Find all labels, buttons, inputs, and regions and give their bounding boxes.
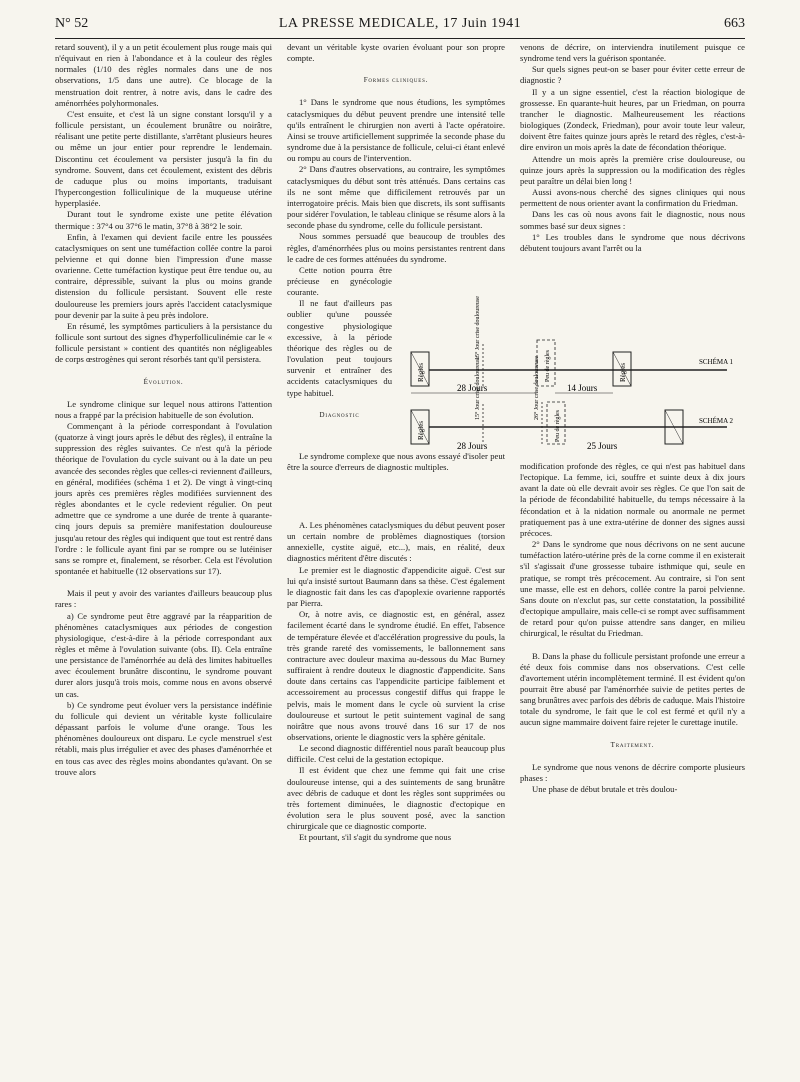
regles-label: Règles: [619, 362, 627, 382]
paragraph: devant un véritable kyste ovarien évoluant pour son propre compte.: [287, 42, 505, 64]
narrow-text-block: [287, 265, 392, 432]
regles-label: Règles: [417, 362, 425, 382]
schema-2-label: SCHÉMA 2: [699, 417, 734, 425]
column-2-diagnostic-intro: [287, 451, 505, 473]
paragraph: A. Les phénomènes cataclysmiques du début peuvent poser un certain nombre de problèmes diagnostiques (torsion annexielle, cystite aiguë, etc...), mais, en réalité, deux diagnostics méritent d'être discutés :: [287, 520, 505, 564]
paragraph: a) Ce syndrome peut être aggravé par la réapparition de phénomènes cataclysmiques aux périodes de congestion physiologique, c'est-à-dire à la période correspondant aux règles et même à l'ovulation suivante (obs. II). Cela entraîne une persistance de l'aménorrhée au delà des limites habituelles avec écoulement brunâtre discontinu, le syndrome pouvant durer alors jusqu'à trois mois, comme nous en avons observé un cas.: [55, 610, 272, 699]
paragraph: Enfin, à l'examen qui devient facile entre les poussées cataclysmiques on sent une tuméfaction collée contre la paroi pelvienne et qui donne bien l'impression d'une masse ovarienne. Cette tuméfaction kystique peut être tendue ou, au contraire, dépressible, suivant la plus ou moins grande distension du follicule persistant. Souvent elle reste douloureuse les premiers jours après l'accident cataclysmique pour devenir par la suite à peu près indolore.: [55, 231, 272, 320]
cycle-schema-figure: [397, 296, 757, 451]
paragraph: Attendre un mois après la première crise douloureuse, ou quinze jours après la suppression ou la modification des règles peut paraître un délai bien long !: [520, 153, 745, 186]
section-heading-formes-cliniques: Formes cliniques.: [363, 76, 429, 85]
paragraph: 2° Dans d'autres observations, au contraire, les symptômes cataclysmiques du début sont très atténués. Dans certains cas ils ne sont même que difficilement retrouvés par un interrogatoire précis. Mais bien que discrets, ils sont suffisants pour sidérer l'ovulation, le tableau clinique se résume alors à la seconde phase du syndrome, celle du follicule persistant.: [287, 164, 505, 231]
peu-de-regles-label: Peu de règles: [545, 350, 551, 382]
paragraph: modification profonde des règles, ce qui n'est pas habituel dans l'ectopique. La femme, ici, souffre et suinte deux à dix jours avant la date où elle devrait avoir ses règles. Ce que l'on sait de la période de fécondabilité habituelle, du temps nécessaire à la fécondation et à la nidation normale ou anormale ne permet pratiquement pas à une extra-utérine de donner des signes aussi précoces.: [520, 461, 745, 538]
paragraph: Le second diagnostic différentiel nous paraît beaucoup plus difficile. C'est celui de la gestation ectopique.: [287, 743, 505, 765]
paragraph: 1° Les troubles dans le syndrome que nous décrivons débutent toujours avant l'arrêt ou la: [520, 231, 745, 253]
paragraph: Et pourtant, s'il s'agit du syndrome que nous: [299, 832, 452, 843]
cycle-schema-svg: [397, 296, 757, 451]
column-3-lower: [520, 461, 745, 795]
column-2-lower: [287, 520, 505, 844]
paragraph: Aussi avons-nous cherché des signes cliniques qui nous permettent de nous orienter avant la confirmation du Friedman.: [520, 187, 745, 209]
issue-number: N° 52: [55, 16, 89, 31]
paragraph: 1° Dans le syndrome que nous étudions, les symptômes cataclysmiques du début peuvent prendre une intensité telle qu'ils entraînent le chirurgien non averti à l'acte opératoire. Ainsi se trouve artificiellement supprimée la seconde phase du syndrome due à la persistance de follicule, celui-ci étant enlevé ou rompu au cours de l'intervention.: [287, 97, 505, 164]
paragraph: Il y a un signe essentiel, c'est la réaction biologique de grossesse. En quarante-huit heures, par un Friedman, on pourra trancher le diagnostic. Malheureusement les réactions biologiques (Zondeck, Friedman), pour avoir toute leur valeur, doivent être faites quinze jours après le retard des règles, c'est-à-dire environ un mois après la date de fécondation théorique.: [520, 86, 745, 153]
paragraph: En résumé, les symptômes particuliers à la persistance du follicule sont surtout des signes d'hyperfolliculinémie car le « follicule persistant » contient des quantités non négligeables de corps œstrogènes qui seront résorbés tant qu'il persistera.: [55, 320, 272, 365]
paragraph: Nous sommes persuadé que beaucoup de troubles des règles, d'aménorrhées plus ou moins persistantes rentrent dans le cadre de ces formes atténuées du syndrome.: [287, 231, 505, 264]
paragraph: Le syndrome clinique sur lequel nous attirons l'attention nous a frappé par la précision habituelle de son évolution.: [55, 398, 272, 420]
page-number: 663: [724, 16, 745, 31]
paragraph: Or, à notre avis, ce diagnostic est, en général, assez facilement écarté dans le syndrome étudié. En effet, l'absence de température élevée et d'accélération progressive du pouls, la très grande rareté des vomissements, le ballonnement sans contracture avec douleur maxima au-dessous du Mac Burney suffiraient à rendre douteux le diagnostic d'appendicite. Sans doute dans certains cas l'appendicite participe faiblement et accessoirement au processus congestif diffus qui frappe le pelvis, mais le moment dans le cycle où survient la crise douloureuse et surtout le petit suintement vaginal de sang noirâtre que nous avons trouvé dans 16 sur 17 de nos observations, oriente le diagnostic vers la sphère génitale.: [287, 609, 505, 742]
paragraph: retard souvent), il y a un petit écoulement plus rouge mais qui n'équivaut en rien à l'abondance et à la couleur des règles normales (1/10 des règles normales dans une de nos observations, 1/5 dans une autre). Ce blocage de la menstruation doit rentrer, à notre avis, dans le cadre des aménorrhées polyhormonales.: [55, 42, 272, 108]
column-1: [55, 42, 272, 778]
paragraph: B. Dans la phase du follicule persistant profonde une erreur a été deux fois commise dans nos observations. C'est celle d'avortement utérin incomplètement terminé. Il est évident qu'on pourrait être abusé par l'aménorrhée suivie de petites pertes de sang brunâtres avec parfois des débris de caduque. Mais l'histoire totale du syndrome, le fait que le col est fermé et qu'il n'y a aucun signe mammaire doivent faire rejeter le curettage inutile.: [520, 650, 745, 728]
paragraph: Dans les cas où nous avons fait le diagnostic, nous nous sommes basé sur deux signes :: [520, 209, 745, 231]
page-header: [55, 14, 745, 36]
column-3: [520, 42, 745, 254]
section-heading-evolution: Évolution.: [143, 377, 184, 386]
crise-label-1: 15° Jour crise douloureuse: [475, 296, 481, 360]
duration-label: 28 Jours: [457, 383, 488, 393]
paragraph: b) Ce syndrome peut évoluer vers la persistance indéfinie du follicule qui devient un véritable kyste folliculaire dépassant parfois le volume d'une orange. Tous les phénomènes douloureux ont disparu. Le cycle menstruel s'est rétabli, mais plus irrégulier et avec des phases d'aménorrhée et en tous cas avec des règles moins abondantes qu'avant. On se trouve alors: [55, 699, 272, 777]
schema-1-label: SCHÉMA 1: [699, 358, 734, 366]
paragraph: Le syndrome complexe que nous avons essayé d'isoler peut être la source d'erreurs de diagnostic multiples.: [287, 451, 505, 473]
section-heading-diagnostic: Diagnostic: [319, 410, 360, 419]
paragraph: Commençant à la période correspondant à l'ovulation (quatorze à vingt jours après le début des règles), il entraîne la suppression des règles suivantes. Ce n'est qu'à la période théorique de l'ovulation du cycle suivant ou à la date un peu avancée des secondes règles que celles-ci reviennent d'ailleurs, en général, modifiées (schéma 1 et 2). De vingt à vingt-cinq jours après ces premières règles modifiées surviennent des règles abondantes et le cycle redevient régulier. On peut admettre que ce syndrome a une durée de trente à quarante-cinq jours depuis sa première manifestation douloureuse jusqu'au retour des règles qui indiquent que tout est rentré dans l'ordre : le follicule ayant fini par se rompre ou se lutéiniser sans se rompre et, finalement, se résorber. Cela est l'évolution spontanée et habituelle (12 observations sur 17).: [55, 421, 272, 577]
crise-label-2: 15° Jour crise douloureuse: [475, 356, 481, 420]
paragraph: Mais il peut y avoir des variantes d'ailleurs beaucoup plus rares :: [55, 588, 272, 610]
duration-label: 14 Jours: [567, 383, 598, 393]
paragraph: Durant tout le syndrome existe une petite élévation thermique : 37°4 ou 37°6 le matin, 37°8 à 38°2 le soir.: [55, 209, 272, 231]
paragraph: C'est ensuite, et c'est là un signe constant lorsqu'il y a follicule persistant, un écoulement brunâtre ou noirâtre, réalisant une petite perte distillante, s'arrêtant plusieurs heures ou même un jour entier pour reprendre le lendemain. Discontinu cet écoulement va persister jusqu'à la fin du syndrome. Souvent, dans cet écoulement, existent des débris de caduque plus ou moins importants, traduisant l'hypercongestion folliculinique de la muqueuse utérine hyperplasiée.: [55, 108, 272, 209]
paragraph: Une phase de début brutale et très doulou-: [532, 784, 678, 795]
paragraph: Le syndrome que nous venons de décrire comporte plusieurs phases :: [520, 761, 745, 783]
paragraph: Il ne faut d'ailleurs pas oublier qu'une poussée congestive physiologique excessive, à la période théorique des règles ou de l'ovulation peut toujours survenir et entraîner des accidents cataclysmiques du type habituel.: [287, 298, 392, 398]
paragraph: Sur quels signes peut-on se baser pour éviter cette erreur de diagnostic ?: [520, 64, 745, 86]
header-rule: [55, 38, 745, 39]
duration-label: 25 Jours: [587, 441, 618, 451]
section-heading-traitement: Traitement.: [610, 740, 655, 749]
paragraph: 2° Dans le syndrome que nous décrivons on ne sent aucune tuméfaction latéro-utérine près de la corne comme il en existerait s'il s'agissait d'une grossesse tubaire isthmique qui, seule en pratique, se rompt très précocement. Au contraire, si l'on sent une masse, elle est en dehors, collée contre la paroi pelvienne. Sans doute on n'exclut pas, sur cette constatation, la possibilité d'ectopique ampullaire, mais celle-ci se rompt avec suffisamment de retard pour qu'on puisse attendre sans danger, en milieu chirurgical, le résultat du Friedman.: [520, 539, 745, 639]
journal-title: LA PRESSE MEDICALE, 17 Juin 1941: [278, 16, 522, 31]
jour26-label: 26° Jour crise douloureuse: [534, 356, 540, 420]
regles-label: Règles: [417, 420, 425, 440]
paragraph: venons de décrire, on interviendra inutilement puisque ce syndrome tend vers la guérison spontanée.: [520, 42, 745, 64]
peu-de-regles-label: Peu de règles: [555, 410, 561, 442]
paragraph: Il est évident que chez une femme qui fait une crise douloureuse intense, qui a des suintements de sang brunâtre avec débris de caduque et dont les règles sont supprimées ou très fortement diminuées, le diagnostic d'ectopique en évolution sera le plus souvent posé, avec la sanction chirurgicale que ce diagnostic comporte.: [287, 765, 505, 832]
duration-label: 28 Jours: [457, 441, 488, 451]
paragraph: Le premier est le diagnostic d'appendicite aiguë. C'est sur lui qu'a insisté surtout Baumann dans sa thèse. C'est également le diagnostic fait dans les cas d'apoplexie ovarienne rapportés par Pierra.: [287, 564, 505, 609]
paragraph: Cette notion pourra être précieuse en gynécologie courante.: [287, 264, 392, 298]
